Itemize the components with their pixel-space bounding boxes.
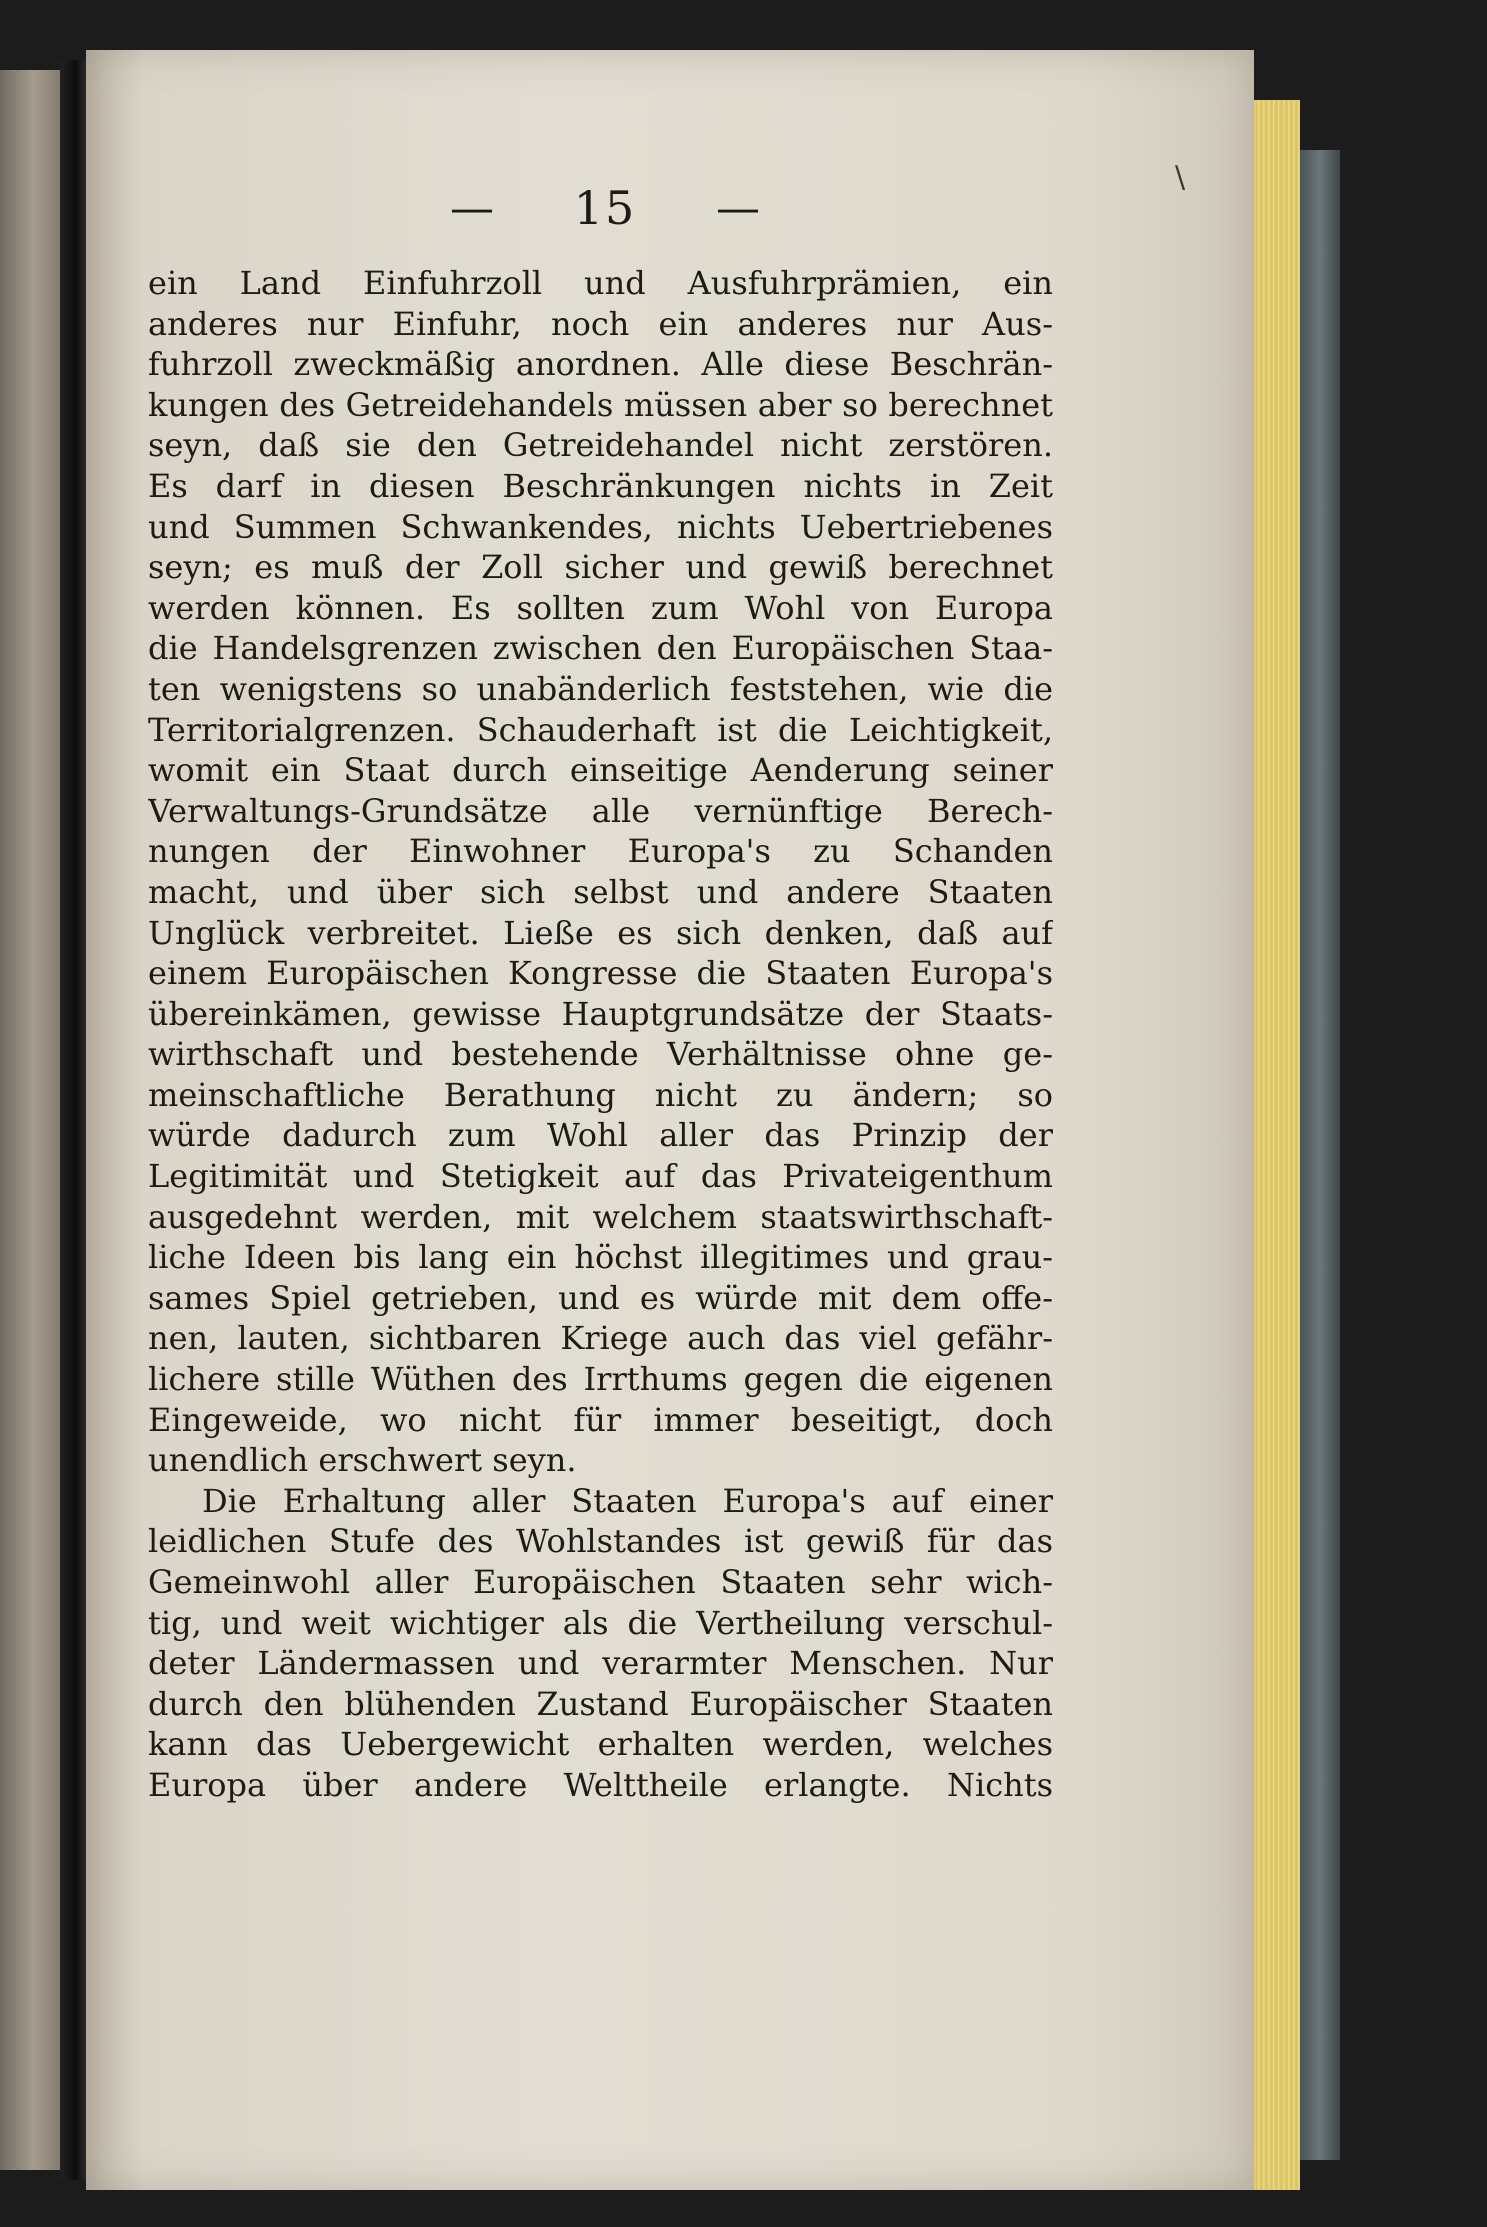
text-line: nen, lauten, sichtbaren Kriege auch das viel gefähr- bbox=[148, 1319, 1053, 1358]
text-line: lichere stille Wüthen des Irrthums gegen die eigenen bbox=[148, 1360, 1053, 1399]
text-line: ten wenigstens so unabänderlich feststehen, wie die bbox=[148, 669, 1053, 708]
text-line: meinschaftliche Berathung nicht zu ändern; so bbox=[148, 1075, 1053, 1114]
page-edges-gilded bbox=[1254, 100, 1300, 2190]
text-line: tig, und weit wichtiger als die Vertheilung verschul- bbox=[148, 1603, 1053, 1642]
text-line: wirthschaft und bestehende Verhältnisse ohne ge- bbox=[148, 1035, 1053, 1074]
text-line: Europa über andere Welttheile erlangte. Nichts bbox=[148, 1765, 1053, 1804]
text-line: seyn; es muß der Zoll sicher und gewiß berechnet bbox=[148, 548, 1053, 587]
text-line: liche Ideen bis lang ein höchst illegitimes und grau- bbox=[148, 1238, 1053, 1277]
left-page-edge bbox=[0, 70, 60, 2170]
text-line: womit ein Staat durch einseitige Aenderung seiner bbox=[148, 751, 1053, 790]
text-line: durch den blühenden Zustand Europäischer Staaten bbox=[148, 1684, 1053, 1723]
text-line: kungen des Getreidehandels müssen aber so berechnet bbox=[148, 385, 1053, 424]
header-dash-right: — bbox=[715, 182, 760, 234]
page-number: 15 bbox=[573, 181, 637, 235]
text-line: ein Land Einfuhrzoll und Ausfuhrprämien, ein bbox=[148, 264, 1053, 302]
text-line: leidlichen Stufe des Wohlstandes ist gewiß für das bbox=[148, 1522, 1053, 1561]
page-header bbox=[450, 178, 760, 238]
text-line: nungen der Einwohner Europa's zu Schanden bbox=[148, 832, 1053, 871]
text-line: Territorialgrenzen. Schauderhaft ist die Leichtigkeit, bbox=[148, 710, 1053, 749]
text-line: unendlich erschwert seyn. bbox=[148, 1441, 577, 1480]
text-line: Verwaltungs-Grundsätze alle vernünftige Berech- bbox=[148, 791, 1053, 830]
text-line: ausgedehnt werden, mit welchem staatswirthschaft- bbox=[148, 1197, 1053, 1236]
text-line: die Handelsgrenzen zwischen den Europäischen Staa- bbox=[148, 629, 1053, 668]
text-line: werden können. Es sollten zum Wohl von Europa bbox=[148, 588, 1053, 627]
text-line: Die Erhaltung aller Staaten Europa's auf einer bbox=[202, 1481, 1053, 1520]
margin-mark: \ bbox=[1175, 160, 1186, 195]
text-line: anderes nur Einfuhr, noch ein anderes nur Aus- bbox=[148, 304, 1053, 343]
book-cover bbox=[1300, 150, 1340, 2160]
text-line: kann das Uebergewicht erhalten werden, welches bbox=[148, 1725, 1053, 1764]
text-line: seyn, daß sie den Getreidehandel nicht zerstören. bbox=[148, 426, 1053, 465]
text-line: Es darf in diesen Beschränkungen nichts in Zeit bbox=[148, 466, 1053, 505]
text-line: und Summen Schwankendes, nichts Uebertriebenes bbox=[148, 507, 1053, 546]
text-line: Eingeweide, wo nicht für immer beseitigt, doch bbox=[148, 1400, 1053, 1439]
body-text bbox=[148, 263, 1053, 1806]
text-line: deter Ländermassen und verarmter Menschen. Nur bbox=[148, 1644, 1053, 1683]
text-line: macht, und über sich selbst und andere Staaten bbox=[148, 872, 1053, 911]
text-line: fuhrzoll zweckmäßig anordnen. Alle diese Beschrän- bbox=[148, 345, 1053, 384]
text-line: sames Spiel getrieben, und es würde mit dem offe- bbox=[148, 1278, 1053, 1317]
text-line: Unglück verbreitet. Ließe es sich denken, daß auf bbox=[148, 913, 1053, 952]
text-line: übereinkämen, gewisse Hauptgrundsätze der Staats- bbox=[148, 994, 1053, 1033]
text-line: einem Europäischen Kongresse die Staaten Europa's bbox=[148, 954, 1053, 993]
text-line: Legitimität und Stetigkeit auf das Privateigenthum bbox=[148, 1157, 1053, 1196]
text-line: Gemeinwohl aller Europäischen Staaten sehr wich- bbox=[148, 1563, 1053, 1601]
header-dash-left: — bbox=[450, 182, 494, 234]
text-line: würde dadurch zum Wohl aller das Prinzip der bbox=[148, 1116, 1053, 1155]
book-gutter bbox=[60, 60, 86, 2180]
